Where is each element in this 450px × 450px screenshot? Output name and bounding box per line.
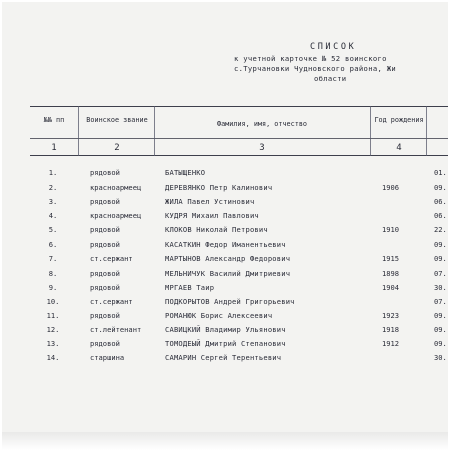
row-name: МАРТЫНОВ Александр Федорович <box>165 254 291 263</box>
row-number: 10. <box>46 297 60 306</box>
row-name: ДЕРЕВЯНКО Петр Калинович <box>165 183 273 192</box>
row-date: 09. <box>434 311 447 320</box>
column-number: 2 <box>114 143 120 153</box>
row-rank: рядовой <box>90 283 120 292</box>
header-bottom-rule <box>30 138 448 139</box>
row-rank: рядовой <box>90 168 120 177</box>
row-number: 9. <box>48 283 58 292</box>
column-header-rank: Воинское звание <box>86 116 148 124</box>
document-title: СПИСОК <box>310 42 357 52</box>
row-date: 09. <box>434 240 447 249</box>
column-divider <box>78 106 79 156</box>
row-date: 06. <box>434 211 447 220</box>
table-row <box>2 252 448 267</box>
table-row <box>2 323 448 338</box>
row-name: ЖИЛА Павел Устинович <box>165 197 255 206</box>
row-year: 1923 <box>382 311 400 320</box>
row-date: 01. <box>434 168 447 177</box>
row-number: 7. <box>48 254 58 263</box>
row-rank: рядовой <box>90 197 120 206</box>
column-header-number: №№ пп <box>43 116 65 124</box>
row-name: КАСАТКИН Федор Иманентьевич <box>165 240 286 249</box>
subtitle-line-3: области <box>314 74 347 83</box>
row-name: САВИЦКИЙ Владимир Ульянович <box>165 325 286 334</box>
table-row <box>2 267 448 282</box>
row-date: 07. <box>434 297 447 306</box>
row-number: 4. <box>48 211 58 220</box>
row-date: 30. <box>434 283 447 292</box>
table-row <box>2 337 448 352</box>
row-name: САМАРИН Сергей Терентьевич <box>165 353 282 362</box>
row-name: МРГАЕВ Таир <box>165 283 215 292</box>
column-divider <box>154 106 155 156</box>
column-number: 4 <box>396 143 402 153</box>
table-top-rule <box>30 106 448 107</box>
row-year: 1915 <box>382 254 400 263</box>
row-date: 09. <box>434 325 447 334</box>
row-number: 5. <box>48 225 58 234</box>
row-date: 22. <box>434 225 447 234</box>
table-row <box>2 281 448 296</box>
row-rank: рядовой <box>90 269 120 278</box>
column-header-year: Год рождения <box>374 116 424 124</box>
document-page <box>2 2 448 432</box>
row-number: 6. <box>48 240 58 249</box>
row-rank: рядовой <box>90 240 120 249</box>
row-rank: рядовой <box>90 339 120 348</box>
table-row <box>2 309 448 324</box>
subtitle-line-2: с.Турчановки Чудновского района, Жи <box>234 64 396 73</box>
row-rank: ст.сержант <box>90 254 133 263</box>
row-rank: рядовой <box>90 311 120 320</box>
table-row <box>2 238 448 253</box>
table-row <box>2 181 448 196</box>
row-date: 09. <box>434 339 447 348</box>
row-number: 13. <box>46 339 60 348</box>
row-date: 30. <box>434 353 447 362</box>
subtitle-line-1: к учетной карточке № 52 воинского <box>234 54 387 63</box>
row-number: 1. <box>48 168 58 177</box>
row-year: 1898 <box>382 269 400 278</box>
row-year: 1904 <box>382 283 400 292</box>
column-divider <box>426 106 427 156</box>
row-year: 1918 <box>382 325 400 334</box>
row-number: 12. <box>46 325 60 334</box>
column-header-name: Фамилия, имя, отчество <box>216 120 308 128</box>
row-number: 2. <box>48 183 58 192</box>
column-divider <box>370 106 371 156</box>
table-row <box>2 223 448 238</box>
table-row <box>2 209 448 224</box>
column-number: 1 <box>51 143 57 153</box>
column-number-rule <box>30 155 448 156</box>
row-rank: рядовой <box>90 225 120 234</box>
row-rank: красноармеец <box>90 183 142 192</box>
row-name: БАТЫЩЕНКО <box>165 168 206 177</box>
table-row <box>2 195 448 210</box>
row-number: 3. <box>48 197 58 206</box>
row-date: 07. <box>434 269 447 278</box>
row-name: КЛОКОВ Николай Петрович <box>165 225 268 234</box>
row-name: МЕЛЬНИЧУК Василий Дмитриевич <box>165 269 291 278</box>
row-rank: ст.лейтенант <box>90 325 142 334</box>
row-date: 09. <box>434 254 447 263</box>
row-rank: ст.сержант <box>90 297 133 306</box>
row-rank: красноармеец <box>90 211 142 220</box>
table-row <box>2 351 448 366</box>
row-number: 11. <box>46 311 60 320</box>
page-edge-shadow <box>2 432 448 450</box>
row-number: 14. <box>46 353 60 362</box>
row-name: КУДРЯ Михаил Павлович <box>165 211 259 220</box>
row-name: ТОМОДЕЫЙ Дмитрий Степанович <box>165 339 286 348</box>
table-row <box>2 295 448 310</box>
row-number: 8. <box>48 269 58 278</box>
row-year: 1906 <box>382 183 400 192</box>
row-name: ПОДКОРЫТОВ Андрей Григорьевич <box>165 297 295 306</box>
row-year: 1910 <box>382 225 400 234</box>
row-name: РОМАНЮК Борис Алексеевич <box>165 311 273 320</box>
column-number: 3 <box>259 143 265 153</box>
row-date: 09. <box>434 183 447 192</box>
row-rank: старшина <box>90 353 125 362</box>
row-year: 1912 <box>382 339 400 348</box>
row-date: 06. <box>434 197 447 206</box>
table-row <box>2 166 448 181</box>
